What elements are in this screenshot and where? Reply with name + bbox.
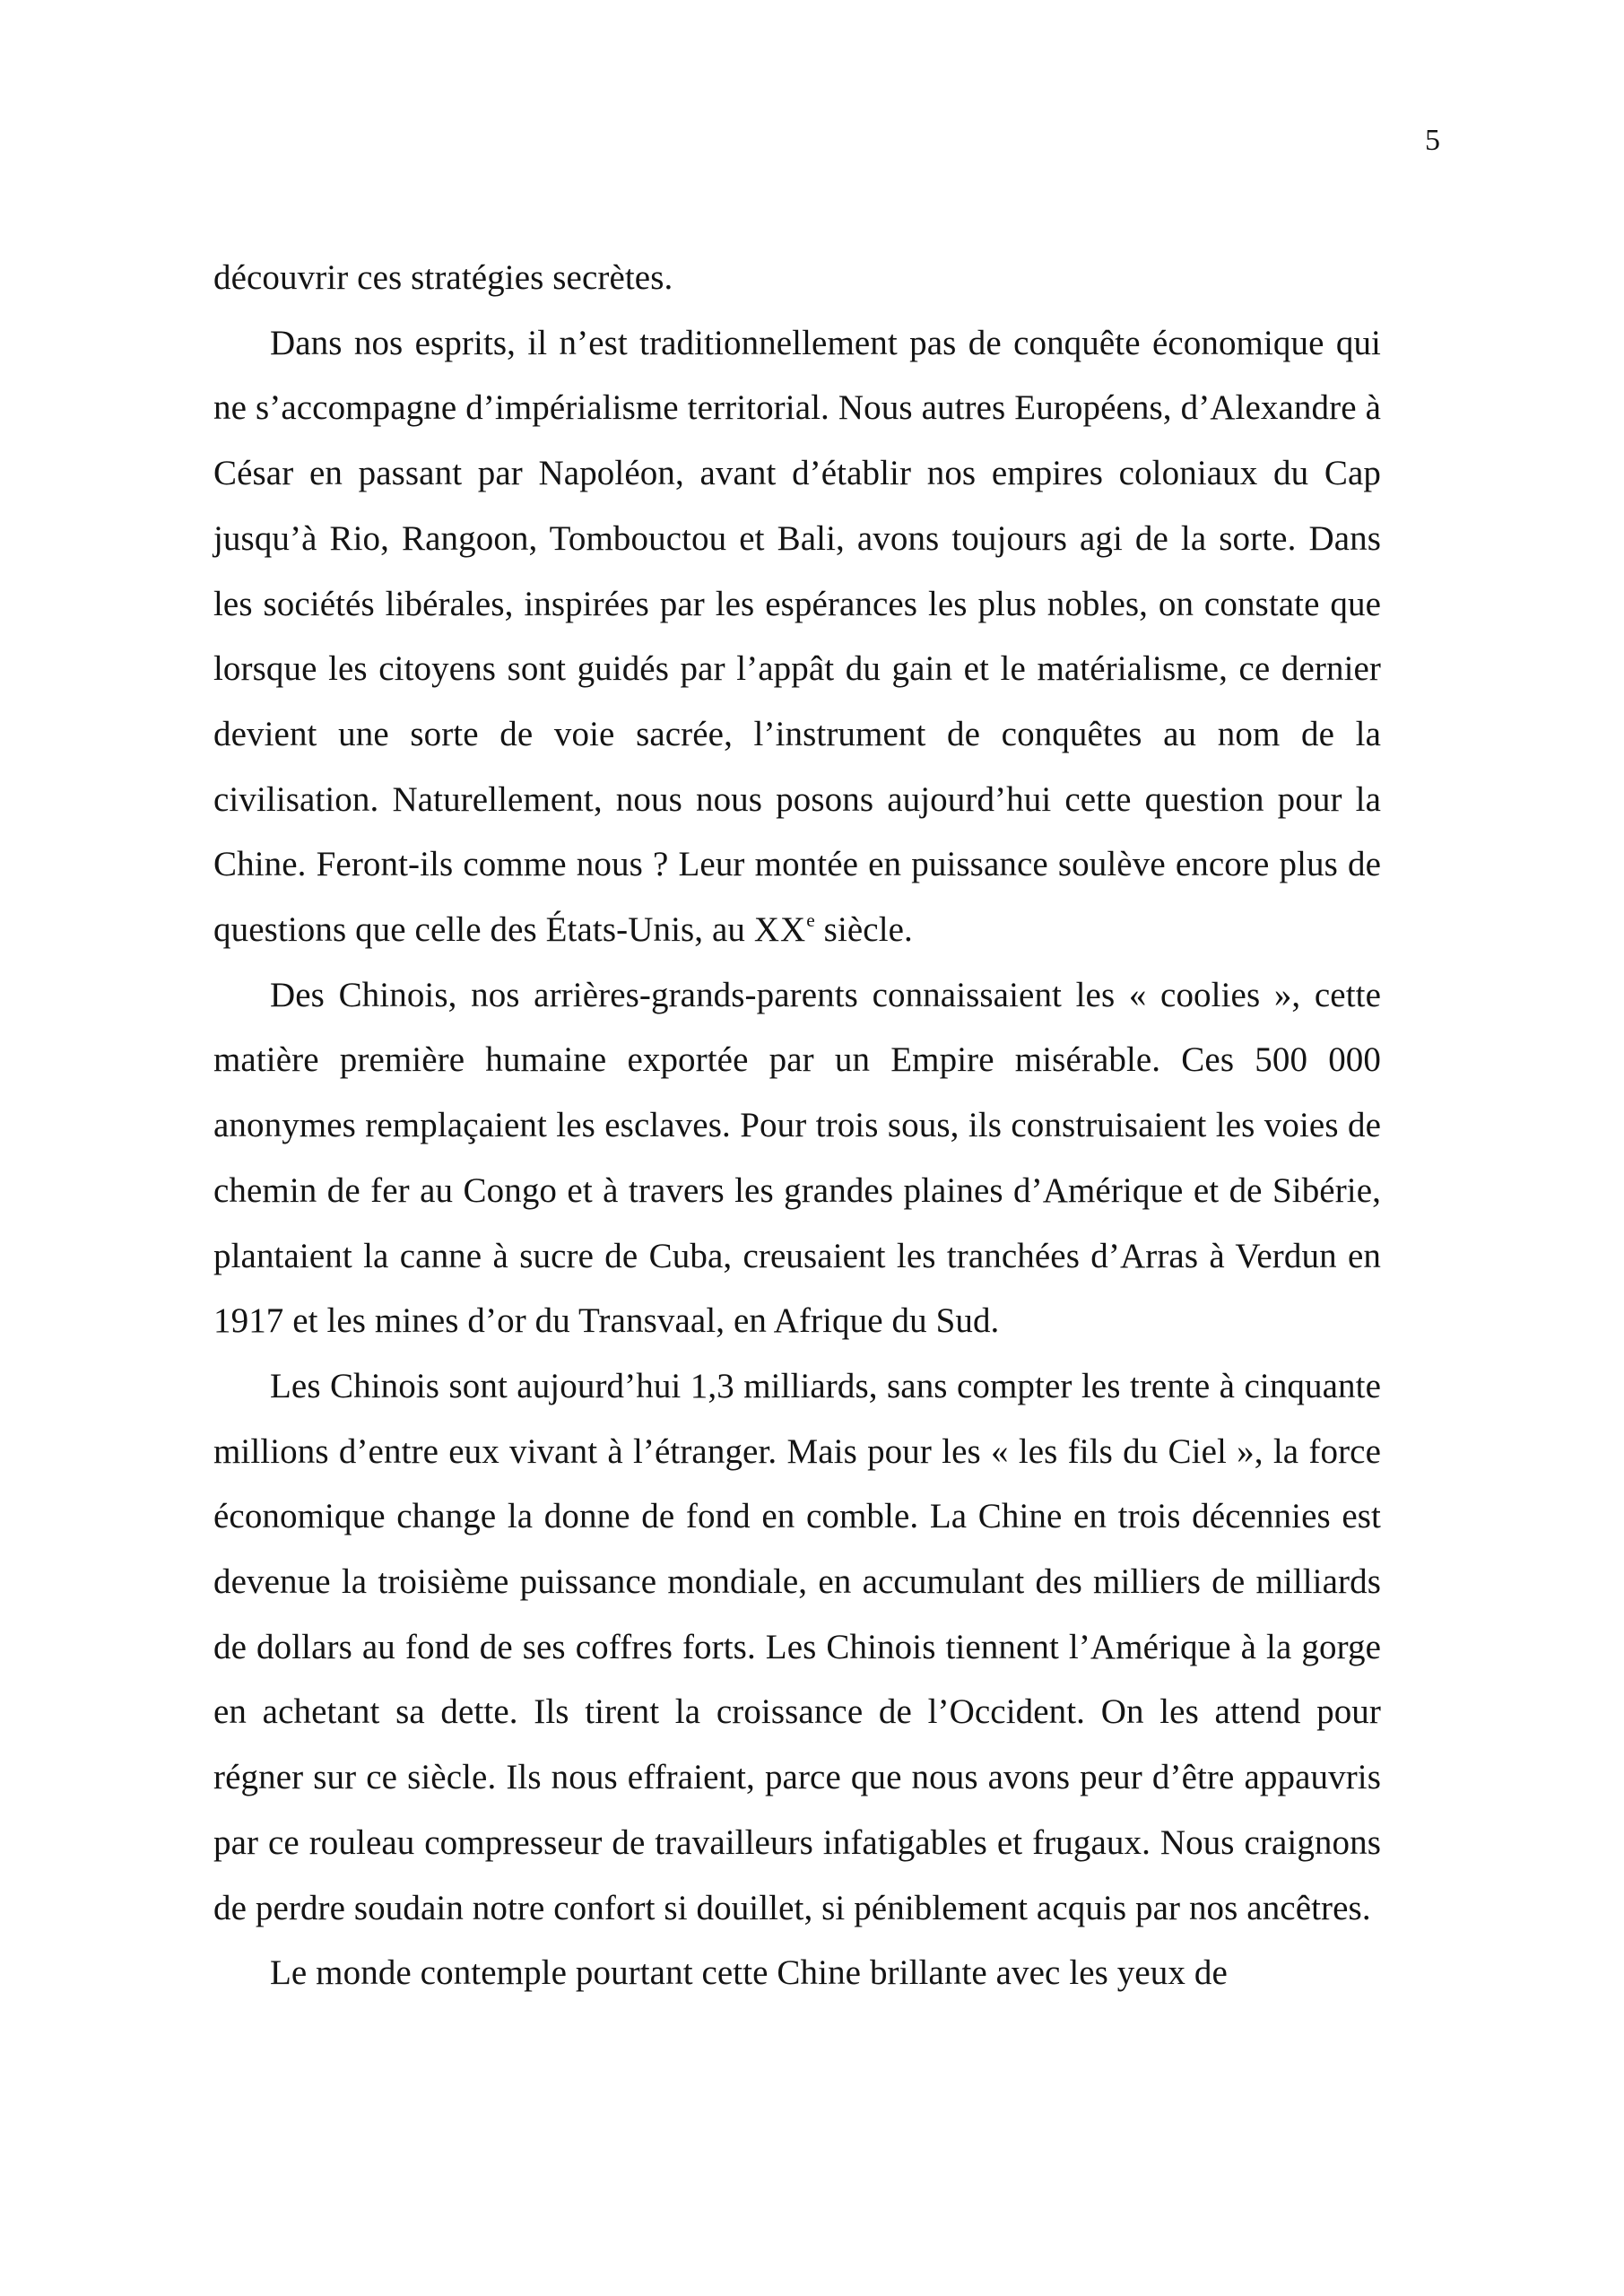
paragraph-continuation: découvrir ces stratégies secrètes. (213, 258, 673, 297)
paragraph-chinese-today: Les Chinois sont aujourd’hui 1,3 milliards, sans compter les trente à cinquante millions d’entre eux vivant à l’étranger. Mais pour les « les fils du Ciel », la force économique change la donne de fond en comble. La Chine en trois décennies est devenue la troisième puissance mondiale, en accumulant des milliers de milliards de dollars au fond de ses coffres forts. Les Chinois tiennent l’Amérique à la gorge en achetant sa dette. Ils tirent la croissance de l’Occident. On les attend pour régner sur ce siècle. Ils nous effraient, parce que nous avons peur d’être appauvris par ce rouleau compresseur de travailleurs infatigables et frugaux. Nous craignons de perdre soudain notre confort si douillet, si péniblement acquis par nos ancêtres. (213, 1366, 1381, 1927)
century-superscript: e (806, 909, 815, 931)
paragraph-conquest (213, 311, 1381, 963)
century-numeral: XX (753, 910, 807, 950)
body-text (213, 246, 1381, 2006)
paragraph-text: Dans nos esprits, il n’est traditionnellement pas de conquête économique qui ne s’accompagne d’impérialisme territorial. Nous autres Européens, d’Alexandre à César en passant par Napoléon, avant d’établir nos empires coloniaux du Cap jusqu’à Rio, Rangoon, Tombouctou et Bali, avons toujours agi de la sorte. Dans les sociétés libérales, inspirées par les espérances les plus nobles, on constate que lorsque les citoyens sont guidés par l’appât du gain et le matérialisme, ce dernier devient une sorte de voie sacrée, l’instrument de conquêtes au nom de la civilisation. Naturellement, nous nous posons aujourd’hui cette question pour la Chine. Feront-ils comme nous ? Leur montée en puissance soulève encore plus de questions que celle des États-Unis, au (213, 323, 1381, 950)
page-number: 5 (1425, 124, 1440, 157)
paragraph-tail: siècle. (814, 910, 913, 950)
paragraph-coolies: Des Chinois, nos arrières-grands-parents connaissaient les « coolies », cette matière première humaine exportée par un Empire misérable. Ces 500 000 anonymes remplaçaient les esclaves. Pour trois sous, ils construisaient les voies de chemin de fer au Congo et à travers les grandes plaines d’Amérique et de Sibérie, plantaient la canne à sucre de Cuba, creusaient les tranchées d’Arras à Verdun en 1917 et les mines d’or du Transvaal, en Afrique du Sud. (213, 975, 1381, 1341)
paragraph-world: Le monde contemple pourtant cette Chine brillante avec les yeux de (270, 1953, 1228, 1993)
